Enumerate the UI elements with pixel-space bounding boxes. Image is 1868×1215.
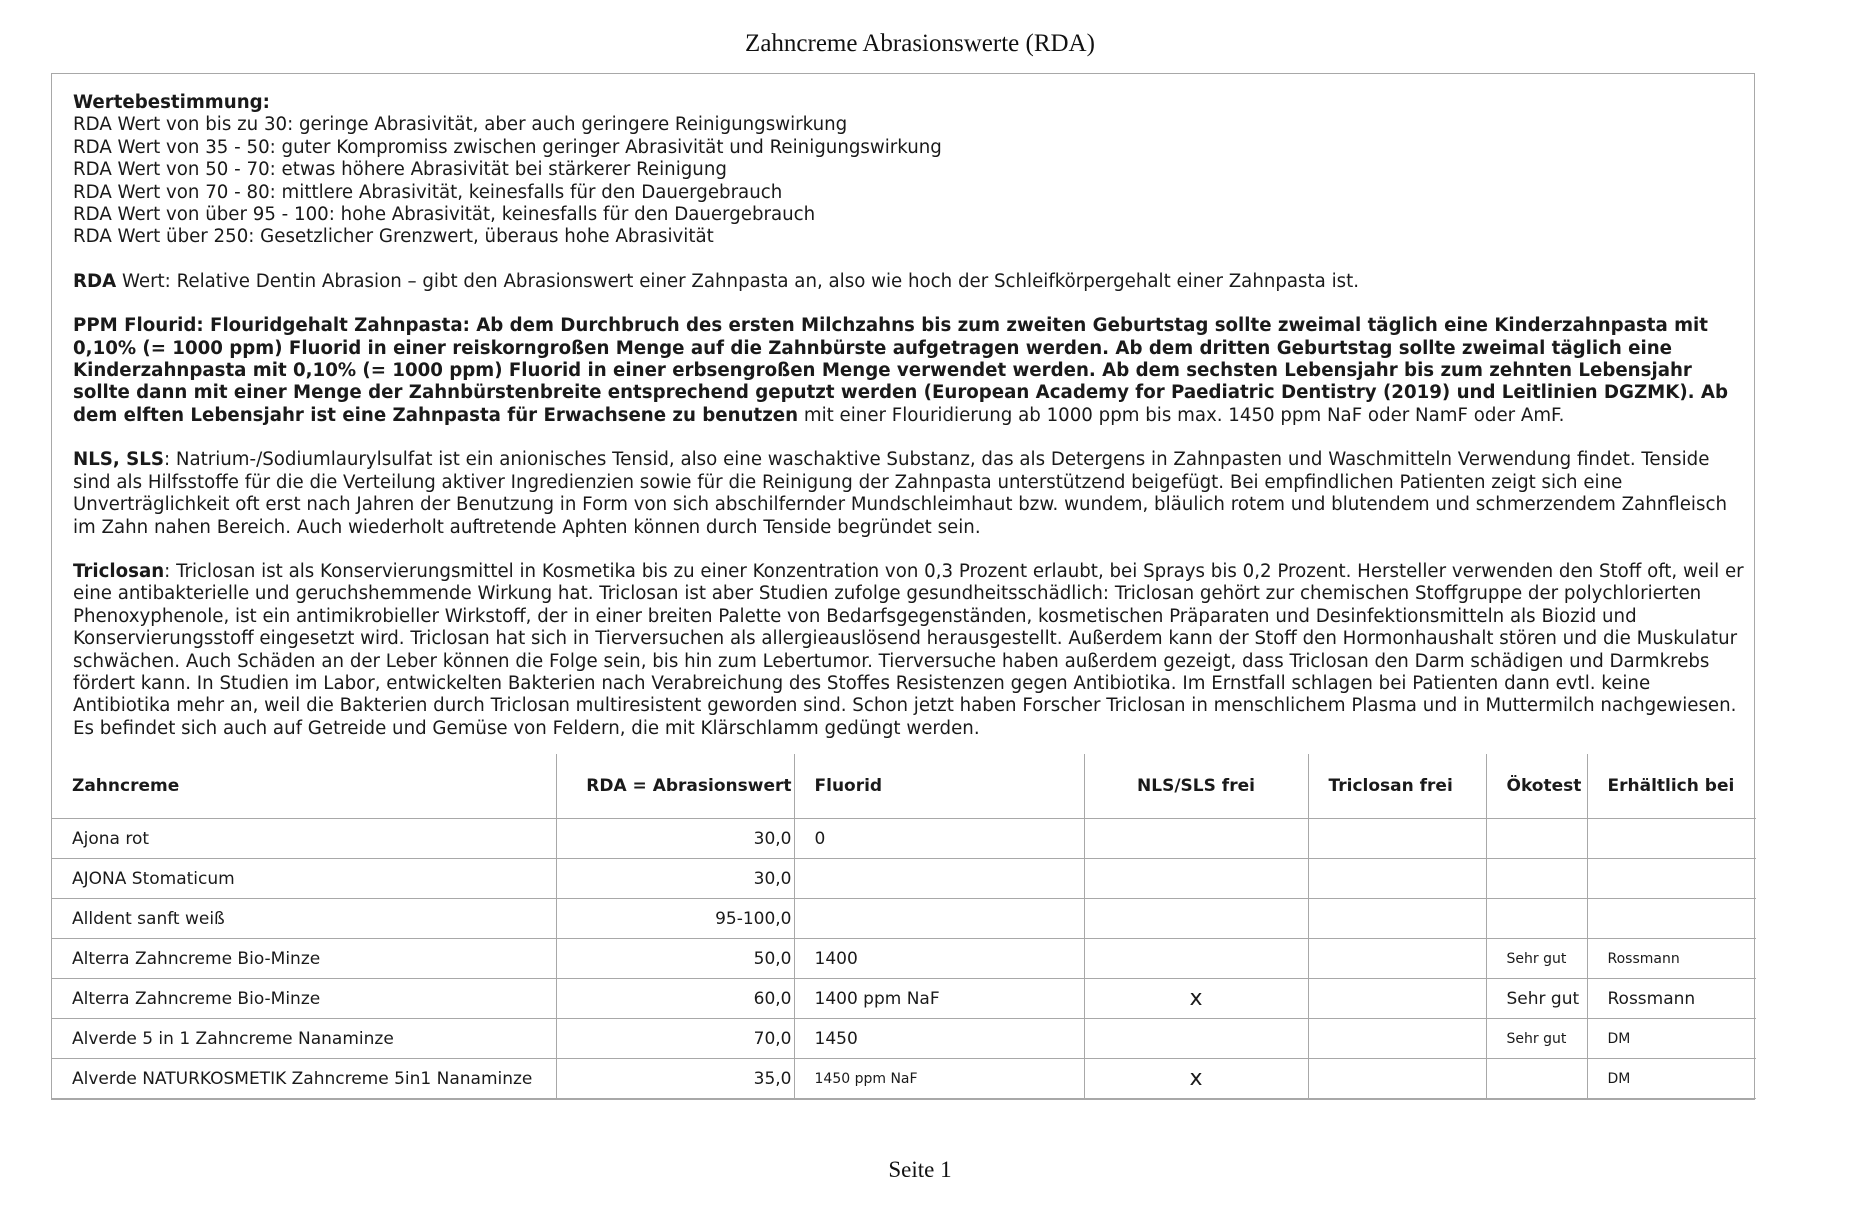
column-header-triclosan-frei: Triclosan frei <box>1308 754 1486 819</box>
cell-oekotest <box>1486 899 1587 939</box>
cell-erhaeltlich-bei: DM <box>1587 1059 1756 1099</box>
cell-erhaeltlich-bei <box>1587 819 1756 859</box>
cell-rda: 60,0 <box>556 979 794 1019</box>
cell-oekotest: Sehr gut <box>1486 939 1587 979</box>
rda-text: Wert: Relative Dentin Abrasion – gibt den Abrasionswert einer Zahnpasta an, also wie hoch der Schleifkörpergehalt einer Zahnpasta ist. <box>116 270 1360 292</box>
wertebestimmung-heading: Wertebestimmung: <box>73 92 270 113</box>
cell-fluorid: 1400 <box>794 939 1084 979</box>
table-row <box>52 819 1756 859</box>
cell-erhaeltlich-bei: DM <box>1587 1019 1756 1059</box>
cell-oekotest <box>1486 859 1587 899</box>
cell-nls-sls-frei <box>1084 1019 1308 1059</box>
table-row <box>52 939 1756 979</box>
ppm-definition <box>73 315 1744 427</box>
cell-triclosan-frei <box>1308 819 1486 859</box>
wertebestimmung-line: RDA Wert über 250: Gesetzlicher Grenzwert, überaus hohe Abrasivität <box>73 226 714 248</box>
triclosan-term: Triclosan <box>73 560 165 582</box>
cell-nls-sls-frei: x <box>1084 979 1308 1019</box>
column-header-fluorid: Fluorid <box>794 754 1084 819</box>
table-row <box>52 1019 1756 1059</box>
cell-fluorid: 1450 <box>794 1019 1084 1059</box>
cell-rda: 30,0 <box>556 859 794 899</box>
cell-oekotest: Sehr gut <box>1486 1019 1587 1059</box>
column-header-oekotest: Ökotest <box>1486 754 1587 819</box>
cell-nls-sls-frei <box>1084 819 1308 859</box>
toothpaste-table <box>52 754 1756 1099</box>
nls-text: : Natrium-/Sodiumlaurylsulfat ist ein anionisches Tensid, also eine waschaktive Substanz, das als Detergens in Zahnpasten und Waschmitteln Verwendung findet. Tenside sind als Hilfsstoffe für die die Verteilung aktiver Ingredienzien sowie für die Reinigung der Zahnpasta unterstützend beigefügt. Bei empfindlichen Patienten zeigt sich eine Unverträglichkeit oft erst nach Jahren der Benutzung in Form von sich abschilfernder Mundschleimhaut bzw. wundem, bläulich rotem und blutendem und schmerzendem Zahnfleisch im Zahn nahen Bereich. Auch wiederholt auftretende Aphten können durch Tenside begründet sein. <box>73 449 1727 538</box>
cell-zahncreme: Ajona rot <box>52 819 556 859</box>
cell-zahncreme: Alterra Zahncreme Bio-Minze <box>52 939 556 979</box>
cell-zahncreme: Alverde 5 in 1 Zahncreme Nanaminze <box>52 1019 556 1059</box>
table-row <box>52 899 1756 939</box>
page-footer: Seite 1 <box>888 1157 952 1182</box>
cell-rda: 70,0 <box>556 1019 794 1059</box>
page-title: Zahncreme Abrasionswerte (RDA) <box>745 30 1095 57</box>
cell-triclosan-frei <box>1308 1019 1486 1059</box>
ppm-text: mit einer Flouridierung ab 1000 ppm bis max. 1450 ppm NaF oder NamF oder AmF. <box>798 404 1565 426</box>
table-row <box>52 979 1756 1019</box>
cell-rda: 35,0 <box>556 1059 794 1099</box>
column-header-erhaeltlich-bei: Erhältlich bei <box>1587 754 1756 819</box>
cell-erhaeltlich-bei: Rossmann <box>1587 979 1756 1019</box>
table-header-row <box>52 754 1756 819</box>
nls-definition <box>73 449 1744 539</box>
wertebestimmung-line: RDA Wert von 50 - 70: etwas höhere Abrasivität bei stärkerer Reinigung <box>73 159 727 181</box>
cell-erhaeltlich-bei <box>1587 899 1756 939</box>
cell-nls-sls-frei <box>1084 859 1308 899</box>
cell-erhaeltlich-bei: Rossmann <box>1587 939 1756 979</box>
cell-triclosan-frei <box>1308 899 1486 939</box>
table-row <box>52 859 1756 899</box>
column-header-rda: RDA = Abrasionswert <box>556 754 794 819</box>
cell-nls-sls-frei <box>1084 939 1308 979</box>
wertebestimmung-line: RDA Wert von bis zu 30: geringe Abrasivität, aber auch geringere Reinigungswirkung <box>73 114 848 136</box>
cell-triclosan-frei <box>1308 1059 1486 1099</box>
cell-oekotest <box>1486 1059 1587 1099</box>
cell-zahncreme: AJONA Stomaticum <box>52 859 556 899</box>
wertebestimmung-line: RDA Wert von 35 - 50: guter Kompromiss zwischen geringer Abrasivität und Reinigungswirkung <box>73 136 942 158</box>
cell-rda: 95-100,0 <box>556 899 794 939</box>
cell-fluorid: 1450 ppm NaF <box>794 1059 1084 1099</box>
cell-fluorid: 1400 ppm NaF <box>794 979 1084 1019</box>
column-header-zahncreme: Zahncreme <box>52 754 556 819</box>
notes-section <box>52 74 1754 754</box>
cell-zahncreme: Alldent sanft weiß <box>52 899 556 939</box>
cell-fluorid: 0 <box>794 819 1084 859</box>
wertebestimmung-line: RDA Wert von 70 - 80: mittlere Abrasivität, keinesfalls für den Dauergebrauch <box>73 181 783 203</box>
rda-definition <box>73 271 1744 293</box>
cell-erhaeltlich-bei <box>1587 859 1756 899</box>
cell-triclosan-frei <box>1308 979 1486 1019</box>
column-header-nls-sls-frei: NLS/SLS frei <box>1084 754 1308 819</box>
triclosan-text: : Triclosan ist als Konservierungsmittel in Kosmetika bis zu einer Konzentration von 0,3 Prozent erlaubt, bei Sprays bis 0,2 Prozent. Hersteller verwenden den Stoff oft, weil er eine antibakterielle und geruchshemmende Wirkung hat. Triclosan ist aber Studien zufolge gesundheitsschädlich: Triclosan gehört zur chemischen Stoffgruppe der polychlorierten Phenoxyphenole, ist ein antimikrobieller Wirkstoff, der in einer breiten Palette von Bedarfsgegenständen, kosmetischen Präparaten und Desinfektionsmitteln als Biozid und Konservierungsstoff eingesetzt wird. Triclosan hat sich in Tierversuchen als allergieauslösend herausgestellt. Außerdem kann der Stoff den Hormonhaushalt stören und die Muskulatur schwächen. Auch Schäden an der Leber können die Folge sein, bis hin zum Lebertumor. Tierversuche haben außerdem gezeigt, dass Triclosan den Darm schädigen und Darmkrebs fördert kann. In Studien im Labor, entwickelten Bakterien nach Verabreichung des Stoffes Resistenzen gegen Antibiotika. Im Ernstfall schlagen bei Patienten dann evtl. keine Antibiotika mehr an, weil die Bakterien durch Triclosan multiresistent geworden sind. Schon jetzt haben Forscher Triclosan in menschlichem Plasma und in Muttermilch nachgewiesen. Es befindet sich auch auf Getreide und Gemüse von Feldern, die mit Klärschlamm gedüngt werden. <box>73 560 1744 739</box>
cell-fluorid <box>794 859 1084 899</box>
triclosan-definition <box>73 561 1744 740</box>
cell-rda: 50,0 <box>556 939 794 979</box>
document-sheet <box>51 73 1755 1100</box>
cell-triclosan-frei <box>1308 939 1486 979</box>
rda-term: RDA <box>73 270 117 292</box>
wertebestimmung-line: RDA Wert von über 95 - 100: hohe Abrasivität, keinesfalls für den Dauergebrauch <box>73 204 816 226</box>
ppm-bold-text: PPM Flourid: Flouridgehalt Zahnpasta: Ab dem Durchbruch des ersten Milchzahns bis zum zweiten Geburtstag sollte zweimal täglich eine Kinderzahnpasta mit 0,10% (= 1000 ppm) Fluorid in einer reiskorngroßen Menge auf die Zahnbürste aufgetragen werden. Ab dem dritten Geburtstag sollte zweimal täglich eine Kinderzahnpasta mit 0,10% (= 1000 ppm) Fluorid in einer erbsengroßen Menge verwendet werden. Ab dem sechsten Lebensjahr bis zum zehnten Lebensjahr sollte dann mit einer Menge der Zahnbürstenbreite entsprechend geputzt werden (European Academy for Paediatric Dentistry (2019) und Leitlinien DGZMK). Ab dem elften Lebensjahr ist eine Zahnpasta für Erwachsene zu benutzen <box>73 315 1728 426</box>
cell-rda: 30,0 <box>556 819 794 859</box>
cell-zahncreme: Alverde NATURKOSMETIK Zahncreme 5in1 Nanaminze <box>52 1059 556 1099</box>
cell-triclosan-frei <box>1308 859 1486 899</box>
cell-zahncreme: Alterra Zahncreme Bio-Minze <box>52 979 556 1019</box>
cell-oekotest: Sehr gut <box>1486 979 1587 1019</box>
cell-nls-sls-frei: x <box>1084 1059 1308 1099</box>
cell-oekotest <box>1486 819 1587 859</box>
cell-nls-sls-frei <box>1084 899 1308 939</box>
cell-fluorid <box>794 899 1084 939</box>
nls-term: NLS, SLS <box>73 449 164 471</box>
table-row <box>52 1059 1756 1099</box>
